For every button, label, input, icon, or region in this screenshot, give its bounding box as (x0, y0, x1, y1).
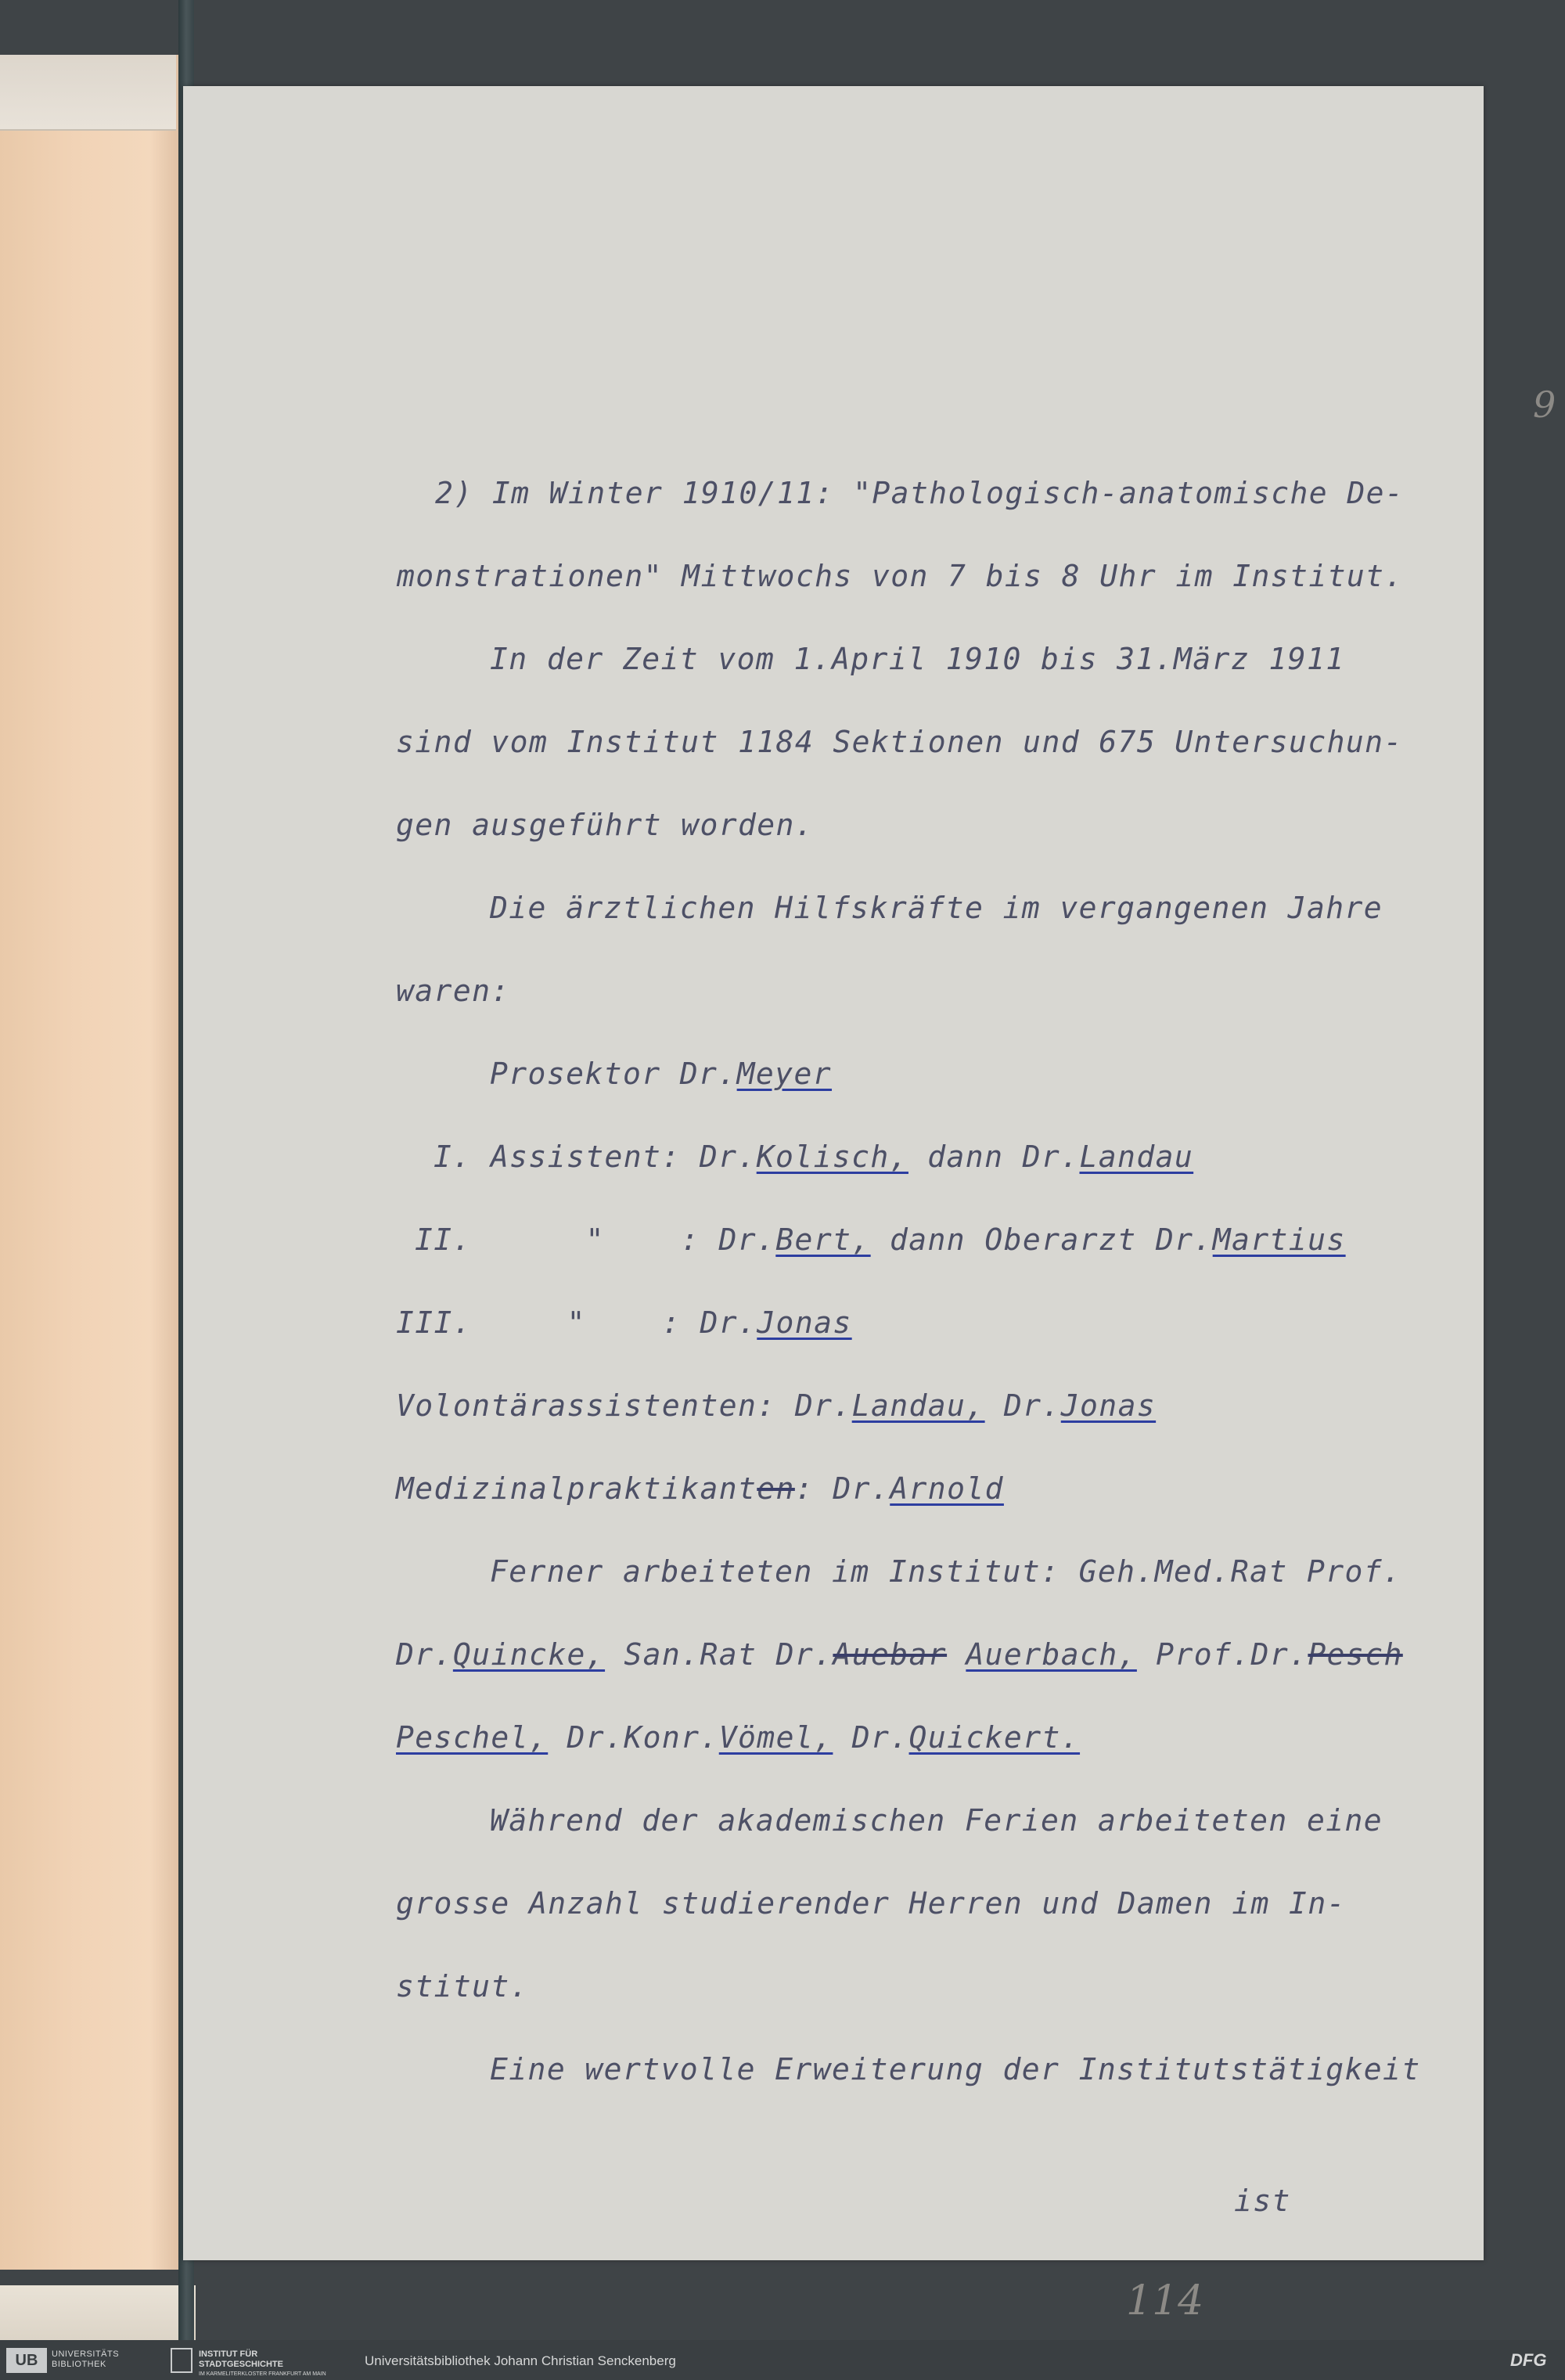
text-segment: waren: (396, 974, 510, 1008)
text-line (490, 1803, 1383, 1838)
facing-page-top-sheet (0, 55, 176, 131)
text-line (490, 2052, 1421, 2087)
text-segment: Dr. (984, 1388, 1061, 1423)
text-segment: Die ärztlichen Hilfskräfte im vergangenen Jahre (490, 891, 1383, 925)
underlined-name: Auerbach, (966, 1637, 1137, 1672)
text-segment: San.Rat Dr. (605, 1637, 833, 1672)
institute-name-line2: STADTGESCHICHTE (199, 2360, 283, 2369)
text-segment (947, 1637, 966, 1672)
underlined-name: Kolisch, (756, 1140, 908, 1174)
text-segment: Prosektor Dr. (490, 1057, 737, 1091)
text-segment: Dr.Konr. (548, 1720, 719, 1755)
pencil-folio-number: 9 (1533, 383, 1556, 426)
text-line (490, 891, 1383, 925)
ub-logo-block[interactable] (6, 2348, 155, 2373)
underlined-name: Landau (1079, 1140, 1194, 1174)
ub-logo-icon: UB (6, 2348, 47, 2373)
text-segment: Volontärassistenten: Dr. (396, 1388, 852, 1423)
underlined-name: Quincke, (452, 1637, 606, 1672)
text-segment: dann Oberarzt Dr. (870, 1222, 1213, 1257)
text-segment: monstrationen" Mittwochs von 7 bis 8 Uhr im Institut. (397, 559, 1404, 593)
underlined-name: Meyer (736, 1057, 833, 1091)
text-segment: In der Zeit vom 1.April 1910 bis 31.März 1911 (490, 642, 1345, 676)
library-name: Universitätsbibliothek Johann Christian Senckenberg (365, 2353, 676, 2368)
institute-logo-icon (171, 2348, 192, 2373)
text-segment: Dr. (396, 1637, 453, 1672)
text-segment: Medizinalpraktikant (396, 1471, 757, 1506)
underlined-name: Jonas (1060, 1388, 1157, 1423)
text-line (490, 1057, 832, 1091)
text-line (415, 1222, 1346, 1257)
text-line (396, 1637, 1403, 1672)
text-line (396, 1471, 1004, 1506)
text-segment: grosse Anzahl studierender Herren und Damen im In- (396, 1886, 1346, 1921)
underlined-name: Bert, (775, 1222, 871, 1257)
text-segment: I. Assistent: Dr. (434, 1140, 757, 1174)
struck-text: Auebar (833, 1637, 948, 1672)
text-segment: gen ausgeführt worden. (396, 808, 815, 842)
text-segment: sind vom Institut 1184 Sektionen und 675 Untersuchun- (396, 725, 1403, 759)
ub-name-line2: BIBLIOTHEK (52, 2360, 106, 2369)
underlined-name: Quickert. (908, 1720, 1081, 1755)
text-line (490, 1554, 1401, 1589)
text-segment: Während der akademischen Ferien arbeiteten eine (490, 1803, 1383, 1838)
text-line (1234, 2184, 1291, 2218)
ub-name-line1: UNIVERSITÄTS (52, 2349, 120, 2359)
institute-subtitle: IM KARMELITERKLOSTER FRANKFURT AM MAIN (199, 2371, 326, 2377)
text-segment: : Dr. (794, 1471, 890, 1506)
ub-name (52, 2349, 119, 2370)
text-line (396, 1969, 529, 2004)
text-line (396, 974, 510, 1008)
text-segment: Eine wertvolle Erweiterung der Institutstätigkeit (490, 2052, 1421, 2087)
text-segment: dann Dr. (908, 1140, 1080, 1174)
text-line (434, 1140, 1193, 1174)
underlined-name: Landau, (851, 1388, 985, 1423)
dfg-logo[interactable]: DFG (1510, 2350, 1547, 2370)
text-segment: ist (1234, 2184, 1291, 2218)
text-segment: II. " : Dr. (415, 1222, 776, 1257)
institute-name (199, 2349, 283, 2370)
text-line (396, 808, 814, 842)
text-line (435, 476, 1404, 510)
facing-page-bottom-sheet (0, 2285, 196, 2340)
text-segment: III. " : Dr. (396, 1305, 757, 1340)
text-segment: Dr. (833, 1720, 909, 1755)
text-line (396, 1305, 852, 1340)
text-segment: Ferner arbeiteten im Institut: Geh.Med.Rat Prof. (490, 1554, 1402, 1589)
underlined-name: Vömel, (718, 1720, 833, 1755)
typewritten-page (183, 86, 1556, 2324)
footer-bar (0, 2340, 1565, 2380)
underlined-name: Jonas (757, 1305, 852, 1340)
pencil-page-number: 114 (1126, 2277, 1204, 2324)
text-line (396, 1886, 1346, 1921)
institute-name-line1: INSTITUT FÜR (199, 2349, 258, 2359)
text-segment: stitut. (396, 1969, 529, 2004)
facing-page-edge (0, 55, 188, 2270)
text-line (396, 1388, 1156, 1423)
text-segment: 2) Im Winter 1910/11: "Pathologisch-anatomische De- (435, 476, 1405, 510)
text-segment: Prof.Dr. (1136, 1637, 1308, 1672)
institute-logo-block[interactable] (171, 2348, 343, 2377)
text-line (397, 559, 1404, 593)
text-line (396, 1720, 1080, 1755)
text-line (396, 725, 1403, 759)
underlined-name: Martius (1212, 1222, 1346, 1257)
underlined-name: Peschel, (396, 1720, 549, 1755)
bleed-through-text (1341, 1346, 1565, 1432)
text-line (490, 642, 1345, 676)
underlined-name: Arnold (890, 1471, 1004, 1506)
struck-text: Pesch (1308, 1637, 1403, 1672)
struck-text: en (757, 1471, 795, 1506)
